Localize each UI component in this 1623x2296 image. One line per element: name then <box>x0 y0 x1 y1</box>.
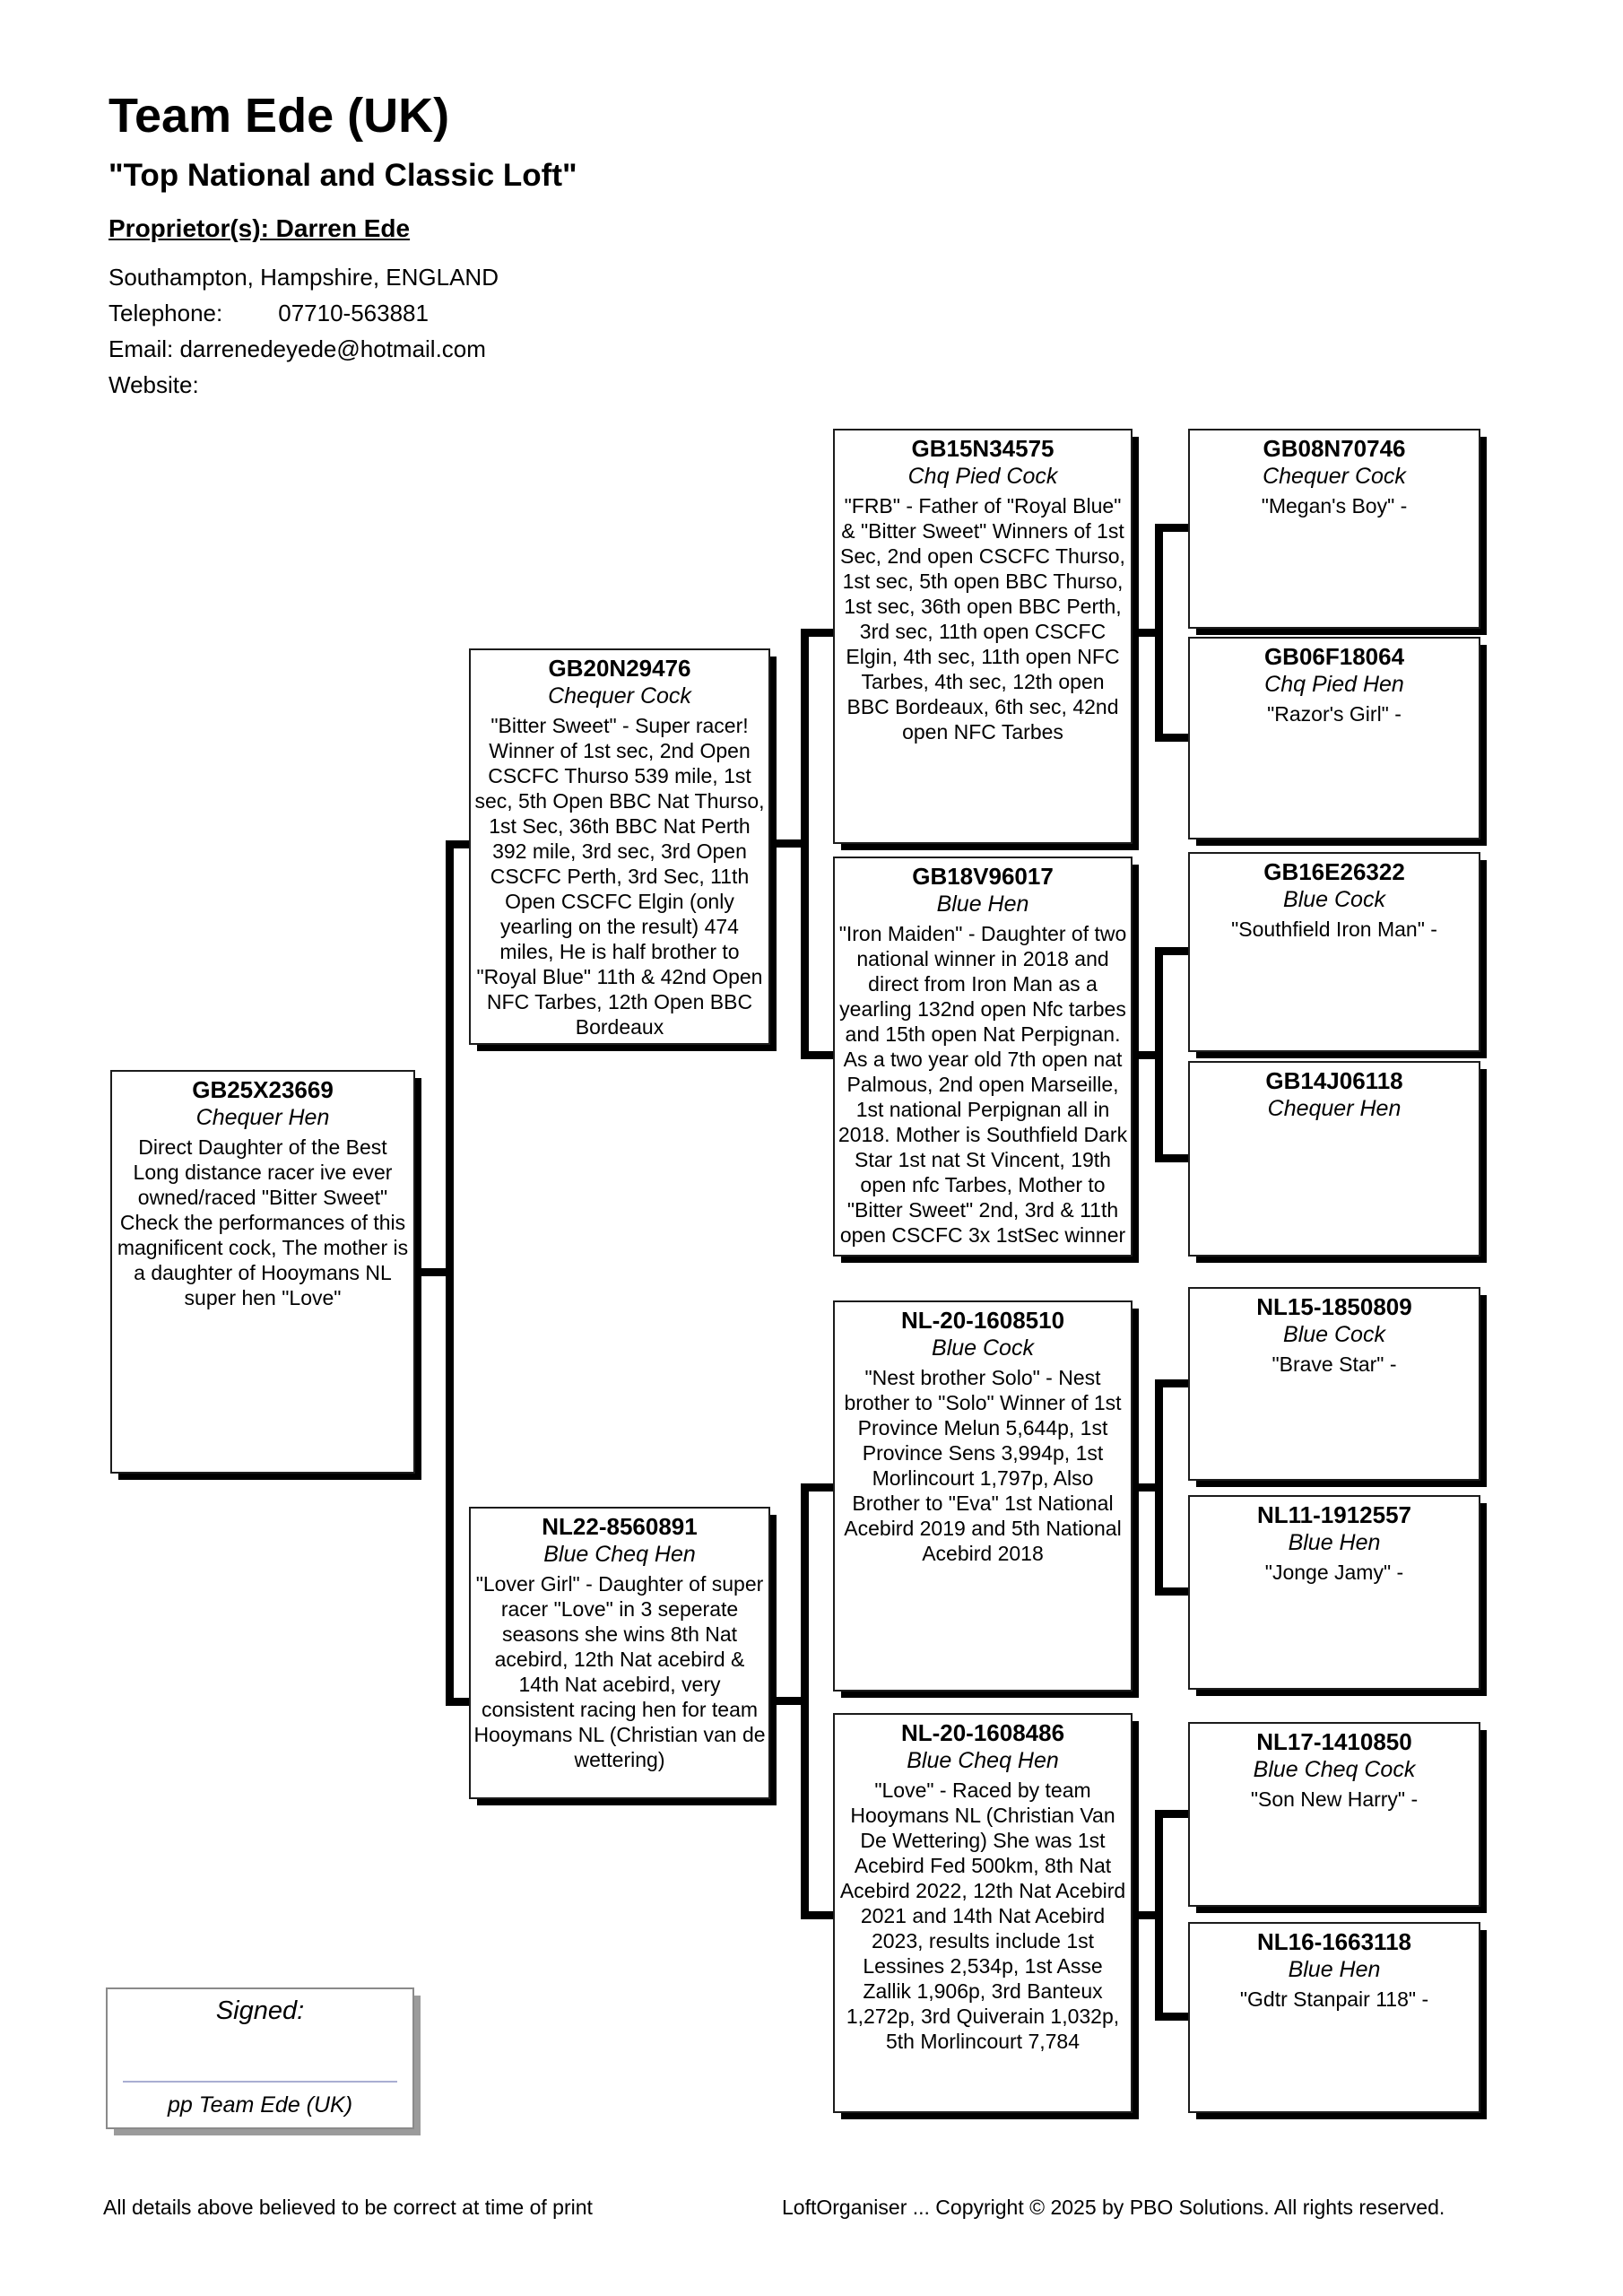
ring-number: GB08N70746 <box>1263 435 1406 462</box>
telephone-value: 07710-563881 <box>278 300 429 326</box>
pedigree-box-great-grandparent-1 <box>1188 429 1480 629</box>
pedigree-box-great-grandparent-4 <box>1188 1061 1480 1257</box>
connector-line <box>1155 524 1163 742</box>
breed-sex: Blue Cock <box>932 1335 1034 1361</box>
footer-disclaimer: All details above believed to be correct at time of print <box>103 2196 593 2219</box>
performance-notes: Direct Daughter of the Best Long distance racer ive ever owned/raced "Bitter Sweet" Check the performances of this magnificent cock, The mother is a daughter of Hooymans NL super hen "Love" <box>117 1135 409 1309</box>
breed-sex: Chq Pied Hen <box>1264 672 1404 697</box>
ring-number: GB16E26322 <box>1263 858 1405 885</box>
ring-number: GB20N29476 <box>548 655 691 682</box>
pedigree-box-dam <box>469 1507 770 1799</box>
pedigree-box-great-grandparent-6 <box>1188 1495 1480 1690</box>
breed-sex: Blue Hen <box>936 891 1029 917</box>
performance-notes: "FRB" - Father of "Royal Blue" & "Bitter Sweet" Winners of 1st Sec, 2nd open CSCFC Thurso, 1st sec, 5th open BBC Thurso, 1st sec, 36th open BBC Perth, 3rd sec, 11th open CSCFC Elgin, 4th sec, 11th open NFC Tarbes, 4th sec, 12th open BBC Bordeaux, 6th sec, 42nd open NFC Tarbes <box>840 494 1125 744</box>
breed-sex: Chequer Hen <box>1267 1096 1402 1121</box>
email-line: Email: darrenedeyede@hotmail.com <box>108 335 486 362</box>
breed-sex: Chequer Cock <box>1263 464 1406 489</box>
pedigree-box-sire <box>469 648 770 1045</box>
performance-notes: "Jonge Jamy" - <box>1264 1561 1404 1584</box>
performance-notes: "Son New Harry" - <box>1250 1787 1419 1811</box>
loft-subtitle: "Top National and Classic Loft" <box>108 158 577 193</box>
signed-box <box>106 1987 414 2129</box>
breed-sex: Blue Cheq Hen <box>907 1748 1059 1773</box>
connector-line <box>801 1483 809 1919</box>
ring-number: NL22-8560891 <box>542 1513 698 1540</box>
signed-label: Signed: <box>215 1996 305 2025</box>
performance-notes: "Nest brother Solo" - Nest brother to "Solo" Winner of 1st Province Melun 5,644p, 1st Province Sens 3,994p, 1st Morlincourt 1,797p, Also Brother to "Eva" 1st National Acebird 2019 and 5th National Acebird 2018 <box>844 1366 1122 1565</box>
pedigree-box-subject <box>110 1070 415 1474</box>
loft-title: Team Ede (UK) <box>108 89 450 143</box>
performance-notes: "Brave Star" - <box>1271 1352 1397 1376</box>
performance-notes: "Iron Maiden" - Daughter of two national winner in 2018 and direct from Iron Man as a yearling 132nd open Nfc tarbes and 15th open Nat Perpignan. As a two year old 7th open nat Palmous, 2nd open Marseille, 1st national Perpignan all in 2018. Mother is Southfield Dark Star 1st nat St Vincent, 19th open nfc Tarbes, Mother to "Bitter Sweet" 2nd, 3rd & 11th open CSCFC 3x 1stSec winner <box>838 922 1128 1247</box>
telephone-label: Telephone: <box>108 300 223 326</box>
ring-number: GB06F18064 <box>1263 643 1405 670</box>
performance-notes: "Bitter Sweet" - Super racer! Winner of 1st sec, 2nd Open CSCFC Thurso 539 mile, 1st sec, 5th Open BBC Nat Thurso, 1st Sec, 36th BBC Nat Perth 392 mile, 3rd sec, 3rd Open CSCFC Perth, 3rd Sec, 11th Open CSCFC Elgin (only yearling on the result) 474 miles, He is half brother to "Royal Blue" 11th & 42nd Open NFC Tarbes, 12th Open BBC Bordeaux <box>474 714 765 1039</box>
breed-sex: Blue Cheq Cock <box>1253 1757 1416 1782</box>
pedigree-box-great-grandparent-8 <box>1188 1922 1480 2113</box>
ring-number: GB18V96017 <box>912 863 1054 890</box>
breed-sex: Blue Cock <box>1283 1322 1385 1347</box>
signature-line <box>123 2081 397 2083</box>
pedigree-box-great-grandparent-5 <box>1188 1287 1480 1481</box>
ring-number: GB15N34575 <box>911 435 1055 462</box>
performance-notes: "Razor's Girl" - <box>1267 702 1402 726</box>
ring-number: NL16-1663118 <box>1256 1928 1412 1955</box>
performance-notes: "Lover Girl" - Daughter of super racer "Love" in 3 seperate seasons she wins 8th Nat acebird, 12th Nat acebird & 14th Nat acebird, very consistent racing hen for team Hooymans NL (Christian van de wettering) <box>473 1572 766 1771</box>
connector-line <box>1155 1810 1163 2021</box>
breed-sex: Blue Cheq Hen <box>543 1542 696 1567</box>
ring-number: NL11-1912557 <box>1256 1501 1412 1528</box>
ring-number: NL17-1410850 <box>1256 1728 1412 1755</box>
ring-number: GB14J06118 <box>1265 1067 1403 1094</box>
performance-notes: "Love" - Raced by team Hooymans NL (Christian Van De Wettering) She was 1st Acebird Fed 500km, 8th Nat Acebird 2022, 12th Nat Acebird 2021 and 14th Nat Acebird 2023, results include 1st Lessines 2,534p, 1st Asse Zallik 1,906p, 3rd Banteux 1,272p, 3rd Quiverain 1,032p, 5th Morlincourt 7,784 <box>839 1779 1126 2053</box>
connector-line <box>801 629 809 1059</box>
breed-sex: Chequer Cock <box>548 683 691 709</box>
pedigree-box-great-grandparent-3 <box>1188 852 1480 1052</box>
performance-notes: "Megan's Boy" - <box>1261 494 1408 517</box>
connector-line <box>1155 1379 1163 1596</box>
pedigree-box-maternal-grandsire <box>833 1300 1133 1692</box>
ring-number: NL-20-1608486 <box>900 1719 1065 1746</box>
breed-sex: Chq Pied Cock <box>907 464 1058 489</box>
performance-notes: "Southfield Iron Man" - <box>1231 918 1437 941</box>
breed-sex: Blue Hen <box>1288 1530 1381 1555</box>
breed-sex: Chequer Hen <box>195 1105 330 1130</box>
pedigree-box-great-grandparent-7 <box>1188 1722 1480 1907</box>
connector-line <box>446 840 454 1706</box>
pedigree-box-paternal-granddam <box>833 857 1133 1257</box>
breed-sex: Blue Cock <box>1283 887 1385 912</box>
breed-sex: Blue Hen <box>1288 1957 1381 1982</box>
address-line: Southampton, Hampshire, ENGLAND <box>108 264 499 291</box>
ring-number: NL-20-1608510 <box>900 1307 1065 1334</box>
footer-copyright: LoftOrganiser ... Copyright © 2025 by PBO Solutions. All rights reserved. <box>782 2196 1445 2219</box>
signed-pp: pp Team Ede (UK) <box>167 2092 353 2118</box>
proprietor-line: Proprietor(s): Darren Ede <box>108 214 411 242</box>
ring-number: NL15-1850809 <box>1256 1293 1412 1320</box>
telephone-line <box>108 300 429 327</box>
connector-line <box>1155 947 1163 1162</box>
pedigree-box-paternal-grandsire <box>833 429 1133 844</box>
pedigree-box-great-grandparent-2 <box>1188 637 1480 839</box>
website-line: Website: <box>108 371 199 398</box>
performance-notes: "Gdtr Stanpair 118" - <box>1239 1987 1429 2011</box>
pedigree-box-maternal-granddam <box>833 1713 1133 2113</box>
ring-number: GB25X23669 <box>192 1076 334 1103</box>
